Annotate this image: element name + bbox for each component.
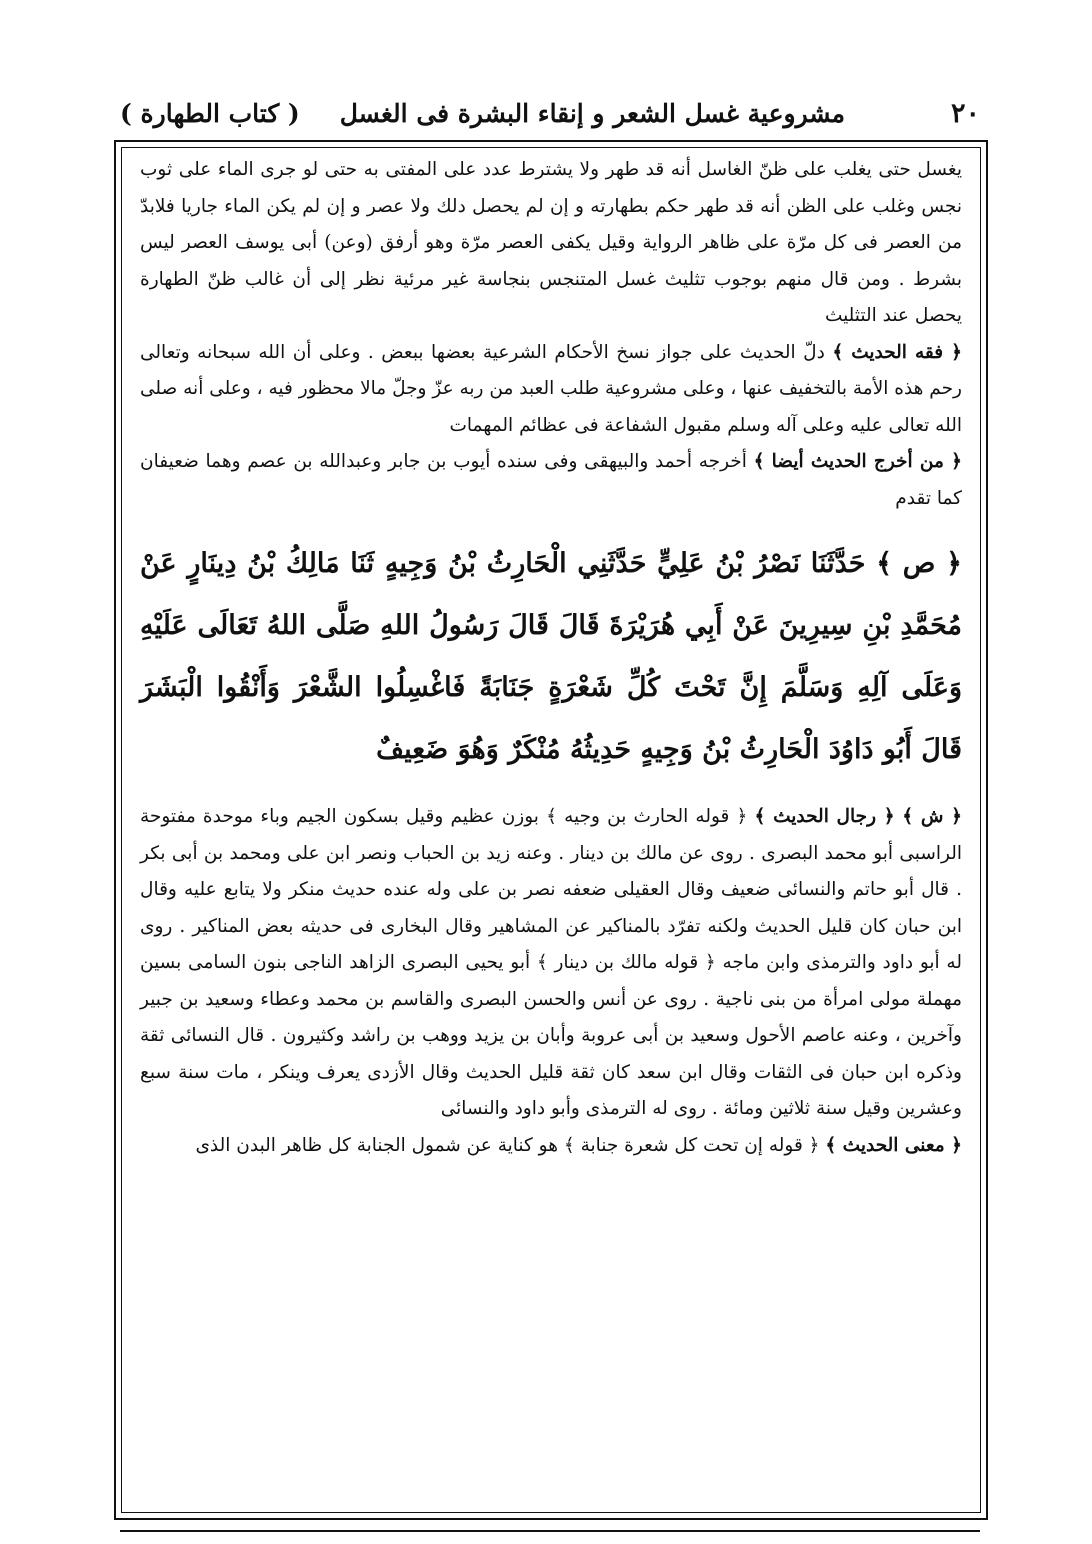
commentary-bottom	[140, 799, 962, 1164]
fiqh-label: ﴿ فقه الحديث ﴾	[832, 341, 962, 363]
commentary-paragraph: يغسل حتى يغلب على ظنّ الغاسل أنه قد طهر ولا يشترط عدد على المفتى به حتى لو جرى الماء على ثوب نجس وغلب على الظن أنه قد طهر حكم بطهارته و إن لم يحصل دلك ولا عصر و إن لم يكن الماء جاريا فلابدّ من العصر فى كل مرّة على ظاهر الرواية وقيل يكفى العصر مرّة وهو أرفق (وعن) أبى يوسف العصر ليس بشرط . ومن قال منهم بوجوب تثليث غسل المتنجس بنجاسة غير مرئية نظر إلى أن غالب ظنّ الطهارة يحصل عند التثليث	[140, 159, 962, 326]
takhrij-label: ﴿ من أخرج الحديث أيضا ﴾	[753, 451, 962, 472]
rijal-text: ﴿ قوله الحارث بن وجيه ﴾ بوزن عظيم وقيل بسكون الجيم وباء موحدة مفتوحة الراسبى أبو محمد البصرى . روى عن مالك بن دينار . وعنه زيد بن الحباب ونصر ابن على ومحمد بن أبى بكر . قال أبو حاتم والنسائى ضعيف وقال العقيلى ضعفه نصر بن على وله عنده حديث منكر ولا يتابع عليه وقال ابن حبان كان قليل الحديث ولكنه تفرّد بالمناكير عن المشاهير وقال البخارى فى حديثه بعض المناكير . روى له أبو داود والترمذى وابن ماجه ﴿ قوله مالك بن دينار ﴾ أبو يحيى البصرى الزاهد الناجى بنون السامى بسين مهملة مولى امرأة من بنى ناجية . روى عن أنس والحسن البصرى والقاسم بن محمد وعطاء وسعيد بن جبير وآخرين ، وعنه عاصم الأحول وسعيد بن أبى عروبة وأبان بن يزيد ووهب بن راشد وكثيرون . قال النسائى ثقة وذكره ابن حبان فى الثقات وقال ابن سعد كان ثقة قليل الحديث وقال الأزدى يعرف وينكر ، مات سنة سبع وعشرين وقيل سنة ثلاثين ومائة . روى له الترمذى وأبو داود والنسائى	[140, 806, 962, 1119]
book-title: ( كتاب الطهارة )	[120, 98, 300, 128]
fiqh-paragraph	[140, 335, 962, 445]
hadith-text: حَدَّثَنَا نَصْرُ بْنُ عَلِيٍّ حَدَّثَنِي الْحَارِثُ بْنُ وَجِيهٍ ثَنَا مَالِكُ بْنُ دِينَارٍ عَنْ مُحَمَّدِ بْنِ سِيرِينَ عَنْ أَبِي هُرَيْرَةَ قَالَ قَالَ رَسُولُ اللهِ صَلَّى اللهُ تَعَالَى عَلَيْهِ وَعَلَى آلِهِ وَسَلَّمَ إِنَّ تَحْتَ كُلِّ شَعْرَةٍ جَنَابَةً فَاغْسِلُوا الشَّعْرَ وَأَنْقُوا الْبَشَرَ قَالَ أَبُو دَاوُدَ الْحَارِثُ بْنُ وَجِيهٍ حَدِيثُهُ مُنْكَرٌ وَهُوَ ضَعِيفٌ	[140, 548, 962, 765]
takhrij-text: أخرجه أحمد والبيهقى وفى سنده أيوب بن جابر وعبدالله بن عصم وهما ضعيفان كما تقدم	[140, 451, 962, 509]
hadith-label: ﴿ ص ﴾	[876, 548, 962, 579]
chapter-title: مشروعية غسل الشعر و إنقاء البشرة فى الغسل	[339, 98, 846, 128]
running-title	[120, 99, 845, 128]
page-content	[140, 152, 962, 1164]
rijal-paragraph	[140, 799, 962, 1128]
takhrij-paragraph	[140, 444, 962, 517]
bottom-rule	[120, 1530, 980, 1532]
maana-paragraph	[140, 1128, 962, 1165]
rijal-label: ﴿ ش ﴾ ﴿ رجال الحديث ﴾	[754, 806, 962, 827]
maana-text: ﴿ قوله إن تحت كل شعرة جنابة ﴾ هو كناية عن شمول الجنابة كل ظاهر البدن الذى	[195, 1134, 820, 1156]
commentary-top	[140, 152, 962, 517]
hadith-text-block	[140, 533, 962, 781]
page-header	[120, 88, 980, 138]
maana-label: ﴿ معنى الحديث ﴾	[825, 1134, 962, 1156]
fiqh-text: دلّ الحديث على جواز نسخ الأحكام الشرعية بعضها ببعض . وعلى أن الله سبحانه وتعالى رحم هذه الأمة بالتخفيف عنها ، وعلى مشروعية طلب العبد من ربه عزّ وجلّ مالا محظور فيه ، وعلى أنه صلى الله تعالى عليه وعلى آله وسلم مقبول الشفاعة فى عظائم المهمات	[140, 341, 962, 436]
page-number: ٢٠	[950, 97, 980, 129]
